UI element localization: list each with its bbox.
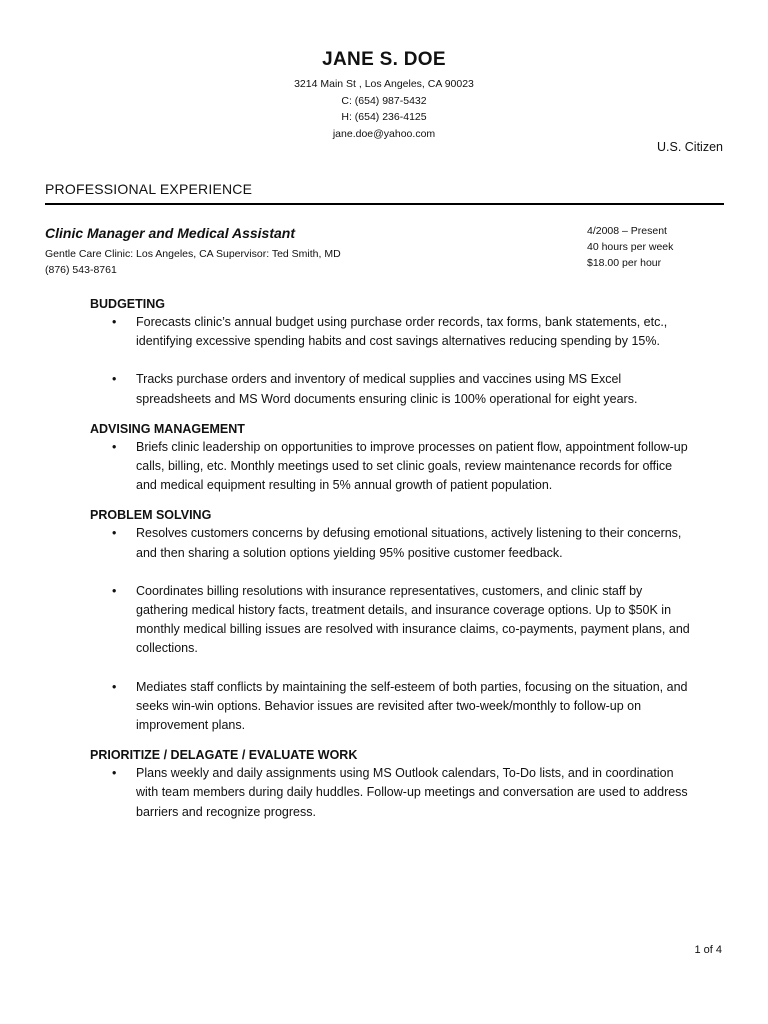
job-dates: 4/2008 – Present <box>587 225 667 237</box>
duty-group-heading: PRIORITIZE / DELAGATE / EVALUATE WORK <box>90 748 358 763</box>
bullet-icon: • <box>112 526 117 541</box>
bullet-icon: • <box>112 439 117 454</box>
duty-text: Resolves customers concerns by defusing emotional situations, actively listening to their concerns, and then sharing a solution options yielding 95% positive customer feedback. <box>136 526 682 560</box>
duty-text: Plans weekly and daily assignments using MS Outlook calendars, To-Do lists, and in coordination with team members during daily huddles. Follow-up meetings and conversation are used to address barriers and recognize progress. <box>136 766 688 819</box>
cell-phone: C: (654) 987-5432 <box>341 94 427 107</box>
employer-info: Gentle Care Clinic: Los Angeles, CA Supervisor: Ted Smith, MD <box>45 248 341 260</box>
duty-group-heading: PROBLEM SOLVING <box>90 508 212 523</box>
candidate-name: JANE S. DOE <box>322 49 446 70</box>
job-pay: $18.00 per hour <box>587 257 662 269</box>
job-hours: 40 hours per week <box>587 241 674 253</box>
duty-group-heading: ADVISING MANAGEMENT <box>90 421 245 436</box>
section-heading: PROFESSIONAL EXPERIENCE <box>45 181 724 205</box>
duty-text: Briefs clinic leadership on opportunities to improve processes on patient flow, appointment follow-up calls, billing, etc. Monthly meetings used to set clinic goals, review maintenance records for office and medical equipment resulting in 5% annual growth of patient population. <box>136 439 688 493</box>
duty-group <box>90 508 690 735</box>
duties-list <box>90 297 690 835</box>
duty-group <box>90 422 690 496</box>
duty-group <box>90 748 690 822</box>
employer-phone: (876) 543-8761 <box>45 264 117 276</box>
duty-bullet <box>90 582 690 659</box>
bullet-icon: • <box>112 583 117 598</box>
duty-text: Forecasts clinic’s annual budget using purchase order records, tax forms, bank statements, etc., identifying excessive spending habits and cost savings alternatives reducing spending by 15%. <box>136 315 668 349</box>
page-number: 1 of 4 <box>694 944 722 956</box>
duty-bullet <box>90 524 690 562</box>
bullet-icon: • <box>112 766 117 781</box>
address: 3214 Main St , Los Angeles, CA 90023 <box>294 78 474 90</box>
bullet-icon: • <box>112 315 117 329</box>
bullet-icon: • <box>112 372 117 387</box>
home-phone: H: (654) 236-4125 <box>341 111 427 123</box>
duty-bullet <box>90 764 690 822</box>
duty-bullet <box>90 678 690 736</box>
duty-text: Tracks purchase orders and inventory of medical supplies and vaccines using MS Excel spreadsheets and MS Word documents ensuring clinic is 100% operational for eight years. <box>136 372 638 406</box>
duty-bullet <box>90 313 690 351</box>
job-meta <box>587 223 673 271</box>
bullet-icon: • <box>112 679 117 694</box>
job-title: Clinic Manager and Medical Assistant <box>45 225 295 241</box>
contact-block <box>0 76 768 142</box>
duty-text: Coordinates billing resolutions with insurance representatives, customers, and clinic staff by gathering medical history facts, treatment details, and insurance coverage options. Up to $50K in monthly medical billing issues are resolved with insurance claims, co-payments, payment plans, and collections. <box>136 583 690 656</box>
duty-group <box>90 297 690 409</box>
duty-bullet <box>90 438 690 496</box>
employer-block <box>45 246 341 278</box>
duty-group-heading: BUDGETING <box>90 297 165 311</box>
duty-text: Mediates staff conflicts by maintaining the self-esteem of both parties, focusing on the situation, and seeks win-win options. Behavior issues are revisited after two-week/monthly to follow-up on improvement plans. <box>136 679 688 733</box>
duty-bullet <box>90 370 690 408</box>
citizenship: U.S. Citizen <box>657 140 723 154</box>
email: jane.doe@yahoo.com <box>332 127 436 140</box>
